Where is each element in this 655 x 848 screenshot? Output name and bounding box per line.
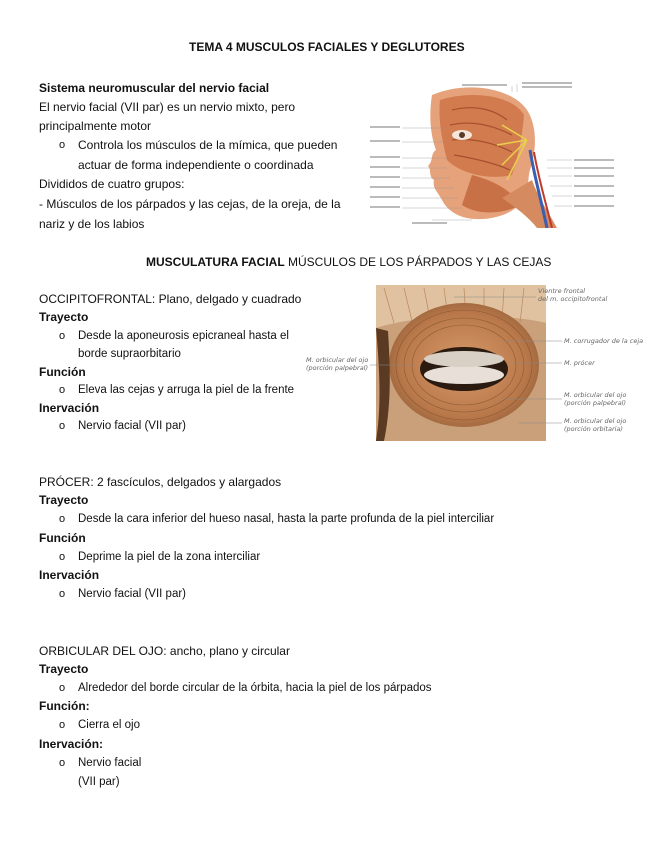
- muscle-1-trayecto-line-2: borde supraorbitario: [78, 348, 181, 360]
- muscle-2-inervacion-label: Inervación: [39, 568, 100, 582]
- intro-bullet-line-2: actuar de forma independiente o coordinada: [78, 158, 314, 172]
- eye-label-palpebral-left-1: M. orbicular del ojo: [306, 356, 369, 364]
- muscle-2-inervacion: Nervio facial (VII par): [78, 588, 187, 600]
- eye-label-corrugador: M. corrugador de la ceja: [564, 337, 644, 345]
- muscle-2-trayecto-label: Trayecto: [39, 493, 89, 507]
- intro-groups-line: Divididos de cuatro grupos:: [39, 177, 185, 191]
- muscle-3-trayecto-label: Trayecto: [39, 662, 89, 676]
- bullet-marker: o: [59, 682, 66, 694]
- bullet-marker: o: [59, 757, 66, 769]
- muscle-1-name: OCCIPITOFRONTAL: Plano, delgado y cuadrado: [39, 292, 302, 306]
- muscle-2-funcion-label: Función: [39, 531, 86, 545]
- muscle-3-funcion: Cierra el ojo: [78, 719, 140, 731]
- bullet-marker: o: [59, 330, 66, 342]
- section-heading-rest: MÚSCULOS DE LOS PÁRPADOS Y LAS CEJAS: [284, 255, 552, 269]
- eye-label-palpebral-left-2: (porción palpebral): [306, 364, 369, 372]
- eye-label-palpebral-right-2: (porción palpebral): [564, 399, 627, 407]
- section-heading-bold: MUSCULATURA FACIAL: [146, 255, 285, 269]
- intro-heading: Sistema neuromuscular del nervio facial: [39, 81, 270, 95]
- intro-groups-item-2: nariz y de los labios: [39, 217, 145, 231]
- eye-label-procer: M. prócer: [564, 359, 595, 367]
- muscle-3-funcion-label: Función:: [39, 699, 90, 713]
- intro-line-1: El nervio facial (VII par) es un nervio mixto, pero: [39, 100, 296, 114]
- muscle-1-trayecto-line-1: Desde la aponeurosis epicraneal hasta el: [78, 330, 289, 342]
- page-title: TEMA 4 MUSCULOS FACIALES Y DEGLUTORES: [189, 40, 465, 54]
- muscle-3-inervacion-line-1: Nervio facial: [78, 757, 142, 769]
- muscle-1-inervacion-label: Inervación: [39, 401, 100, 415]
- intro-groups-item-1: - Músculos de los párpados y las cejas, de la oreja, de la: [39, 197, 341, 211]
- muscle-3-trayecto-line-1: Alrededor del borde circular de la órbita, hacia la piel de los párpados: [78, 682, 432, 694]
- muscle-1-trayecto-label: Trayecto: [39, 310, 89, 324]
- eye-label-frontal-2: del m. occipitofrontal: [538, 295, 608, 303]
- muscle-3-inervacion-label: Inervación:: [39, 737, 104, 751]
- bullet-marker: o: [59, 420, 66, 432]
- muscle-1-inervacion: Nervio facial (VII par): [78, 420, 187, 432]
- muscle-2-trayecto-line-1: Desde la cara inferior del hueso nasal, hasta la parte profunda de la piel interciliar: [78, 513, 495, 525]
- bullet-marker: o: [59, 719, 66, 731]
- muscle-2-funcion: Deprime la piel de la zona interciliar: [78, 551, 261, 563]
- bullet-marker: o: [59, 588, 66, 600]
- intro-line-2: principalmente motor: [39, 119, 152, 133]
- muscle-1-funcion: Eleva las cejas y arruga la piel de la frente: [78, 384, 295, 396]
- bullet-marker: o: [59, 551, 66, 563]
- bullet-marker: o: [59, 139, 66, 151]
- eye-label-frontal-1: Vientre frontal: [538, 287, 586, 295]
- eye-label-orbitaria-1: M. orbicular del ojo: [564, 417, 627, 425]
- bullet-marker: o: [59, 513, 66, 525]
- muscle-3-inervacion-line-2: (VII par): [78, 776, 120, 788]
- muscle-2-name: PRÓCER: 2 fascículos, delgados y alargados: [39, 475, 282, 489]
- muscle-1-funcion-label: Función: [39, 365, 86, 379]
- eye-label-orbitaria-2: (porción orbitaria): [564, 425, 623, 433]
- facial-nerve-illustration: [362, 80, 624, 228]
- intro-bullet-line-1: Controla los músculos de la mímica, que pueden: [78, 138, 338, 152]
- section-heading: [146, 253, 551, 272]
- eye-label-palpebral-right-1: M. orbicular del ojo: [564, 391, 627, 399]
- eye-muscles-illustration: [304, 283, 644, 441]
- bullet-marker: o: [59, 384, 66, 396]
- muscle-3-name: ORBICULAR DEL OJO: ancho, plano y circular: [39, 644, 290, 658]
